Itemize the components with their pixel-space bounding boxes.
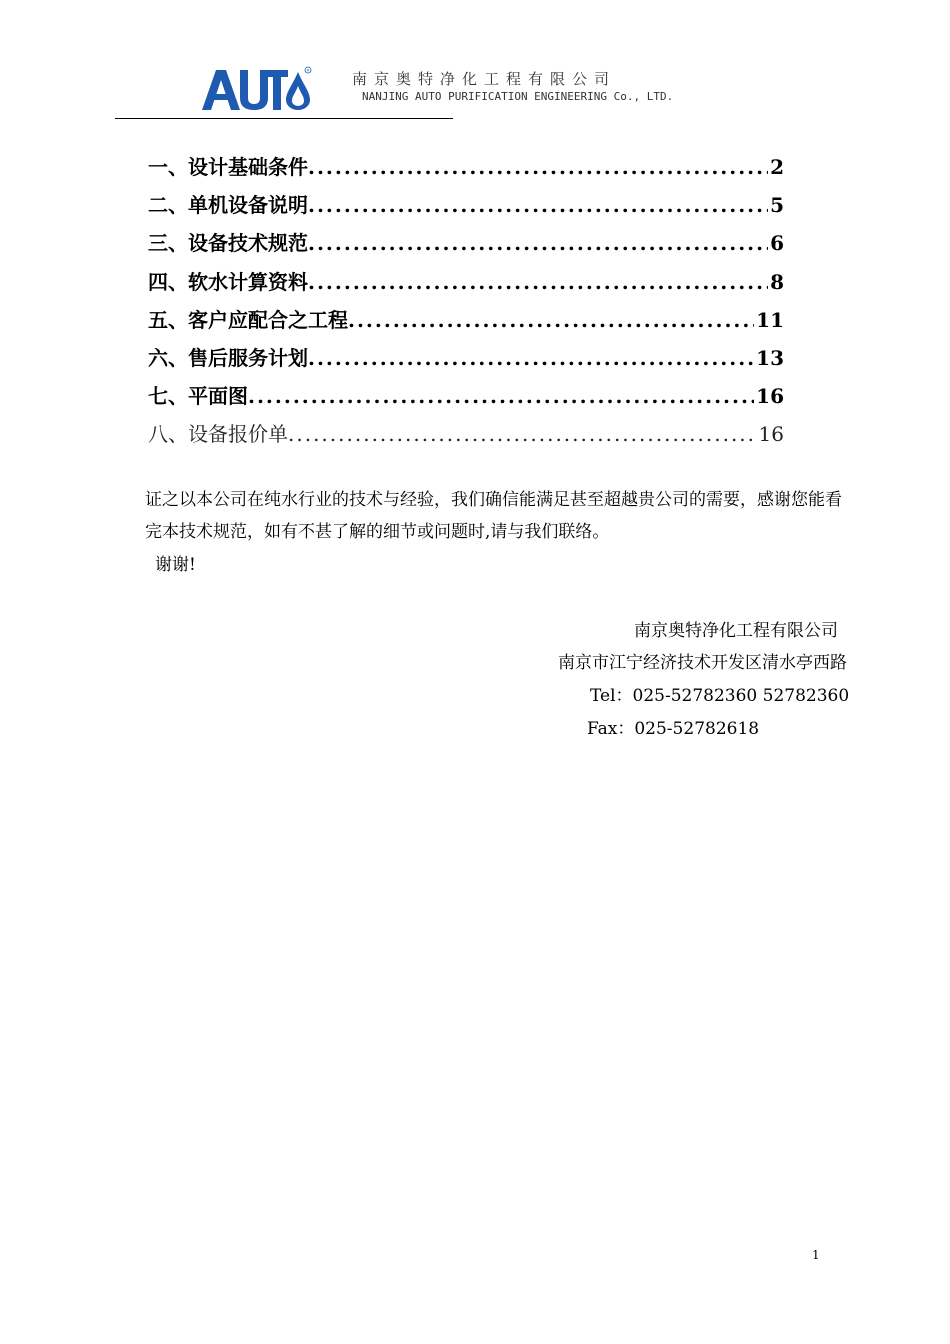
toc-entry[interactable] (148, 148, 784, 186)
signature-tel: Tel：025-52782360 52782360 (590, 686, 850, 706)
toc-entry-page: 13 (756, 345, 784, 370)
toc-entry-title: 一、设计基础条件 (148, 155, 308, 179)
toc-entry-page: 5 (770, 193, 784, 218)
toc-entry-title: 二、单机设备说明 (148, 193, 308, 218)
toc-dot-leader (348, 301, 754, 339)
toc-dot-leader (308, 263, 768, 301)
toc-dot-leader (248, 377, 754, 415)
svg-text:R: R (306, 67, 310, 73)
toc-dot-leader (308, 224, 768, 262)
toc-entry-page: 16 (758, 422, 784, 447)
company-name-cn: 南京奥特净化工程有限公司 (352, 70, 617, 88)
toc-entry[interactable] (148, 263, 784, 301)
toc-dot-leader (308, 339, 754, 377)
toc-dot-leader (308, 186, 768, 224)
toc-entry[interactable] (148, 415, 784, 453)
toc-entry[interactable] (148, 224, 784, 262)
toc-entry-page: 16 (756, 384, 784, 409)
toc-entry[interactable] (148, 301, 784, 339)
intro-paragraph: 证之以本公司在纯水行业的技术与经验，我们确信能满足甚至超越贵公司的需要，感谢您能看完本技术规范，如有不甚了解的细节或问题时,请与我们联络。 (145, 490, 842, 542)
toc-entry[interactable] (148, 377, 784, 415)
signature-company: 南京奥特净化工程有限公司 (634, 621, 838, 641)
toc-entry-title: 三、设备技术规范 (148, 231, 308, 256)
toc-entry[interactable] (148, 339, 784, 377)
toc-dot-leader (288, 415, 757, 453)
toc-entry-title: 六、售后服务计划 (148, 345, 308, 370)
header-divider (115, 118, 453, 119)
toc-entry-page: 2 (770, 155, 784, 179)
signature-fax: Fax：025-52782618 (587, 719, 760, 739)
toc-entry-title: 七、平面图 (148, 384, 248, 409)
toc-entry-page: 6 (770, 231, 784, 256)
thanks-line: 谢谢! (155, 555, 196, 575)
toc-entry-page: 8 (770, 269, 784, 294)
toc-entry[interactable] (148, 186, 784, 224)
signature-address: 南京市江宁经济技术开发区清水亭西路 (558, 653, 847, 673)
toc-entry-title: 五、客户应配合之工程 (148, 307, 348, 332)
company-name-en: NANJING AUTO PURIFICATION ENGINEERING Co., LTD. (362, 90, 674, 103)
page-number: 1 (812, 1248, 820, 1262)
toc-entry-title: 四、软水计算资料 (148, 269, 308, 294)
company-logo (200, 64, 312, 114)
toc-entry-title: 八、设备报价单 (148, 422, 288, 447)
table-of-contents (148, 148, 784, 454)
toc-dot-leader (308, 148, 768, 186)
toc-entry-page: 11 (756, 307, 784, 332)
